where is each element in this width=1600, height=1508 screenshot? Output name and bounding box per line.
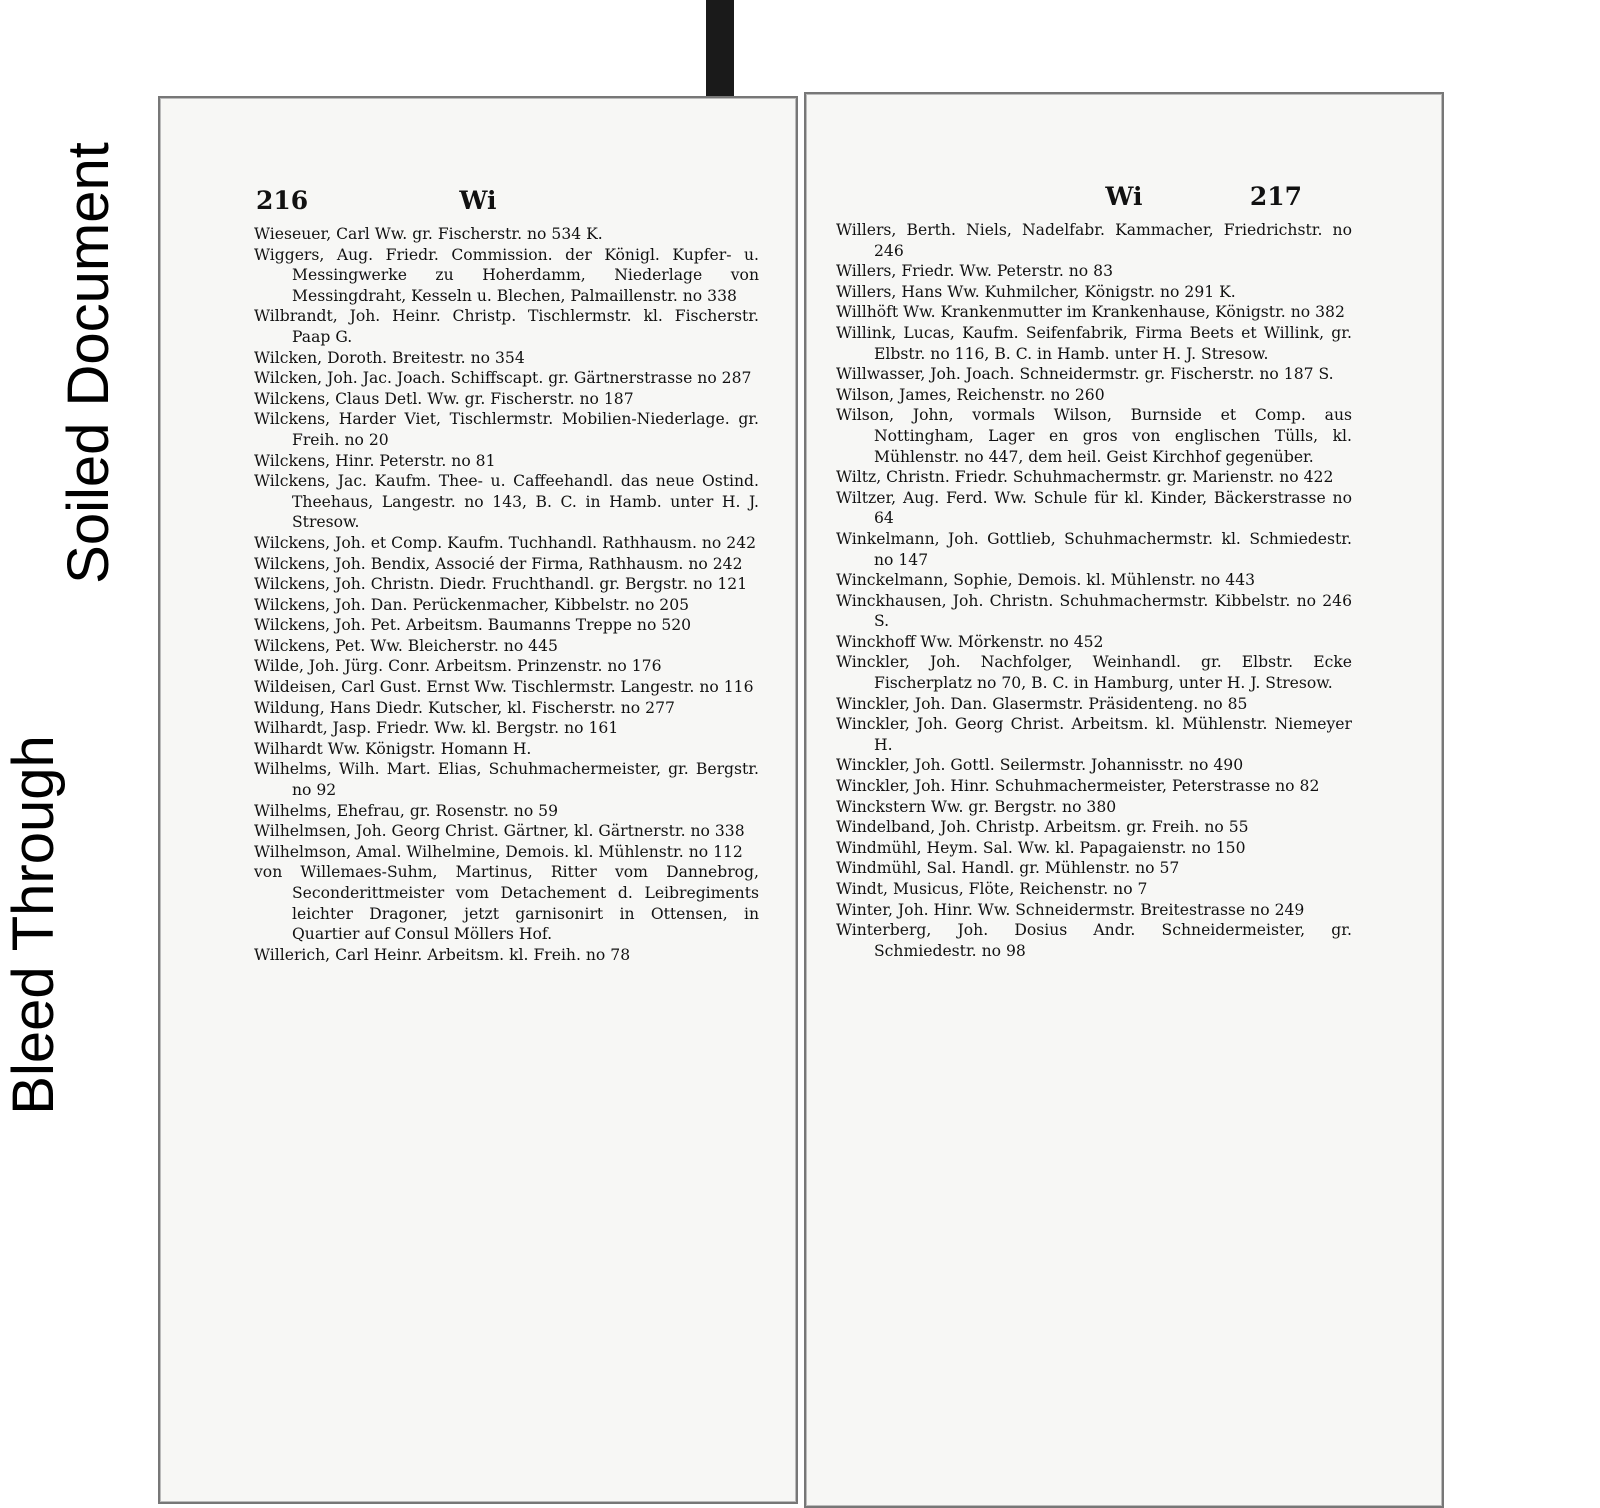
directory-entry: Winckler, Joh. Gottl. Seilermstr. Johannisstr. no 490	[836, 756, 1244, 775]
directory-entry: Windmühl, Heym. Sal. Ww. kl. Papagaienstr. no 150	[836, 838, 1246, 857]
binding-strip-top	[706, 0, 734, 104]
right-page-letter: Wi	[1105, 182, 1143, 211]
soiled-document-label: Soiled Document	[60, 128, 130, 598]
directory-entry: Wilhelms, Wilh. Mart. Elias, Schuhmachermeister, gr. Bergstr. no 92	[254, 760, 759, 800]
directory-entry: Wilde, Joh. Jürg. Conr. Arbeitsm. Prinzenstr. no 176	[254, 657, 662, 676]
right-page	[804, 92, 1444, 1508]
directory-entry: Wilhardt, Jasp. Friedr. Ww. kl. Bergstr. no 161	[254, 719, 619, 738]
directory-entry: Wilson, John, vormals Wilson, Burnside et Comp. aus Nottingham, Lager en gros von englischen Tülls, kl. Mühlenstr. no 447, dem heil. Geist Kirchhof gegenüber.	[836, 406, 1352, 466]
left-page-number: 216	[256, 186, 309, 215]
directory-entry: Wilson, James, Reichenstr. no 260	[836, 385, 1105, 404]
directory-entry: Willers, Berth. Niels, Nadelfabr. Kammacher, Friedrichstr. no 246	[836, 221, 1352, 260]
directory-entry: Wiltz, Christn. Friedr. Schuhmachermstr. gr. Marienstr. no 422	[836, 468, 1334, 487]
directory-entry: Winckler, Joh. Hinr. Schuhmachermeister, Peterstrasse no 82	[836, 777, 1320, 796]
directory-entry: Wilckens, Pet. Ww. Bleicherstr. no 445	[254, 636, 558, 655]
directory-entry: Winckhoff Ww. Mörkenstr. no 452	[836, 632, 1104, 651]
directory-entry: Wiggers, Aug. Friedr. Commission. der Königl. Kupfer- u. Messingwerke zu Hoherdamm, Niederlage von Messingdraht, Kesseln u. Blechen, Palmaillenstr. no 338	[254, 245, 759, 305]
directory-entry: Winckelmann, Sophie, Demois. kl. Mühlenstr. no 443	[836, 571, 1256, 590]
directory-entry: Wilhelmsen, Joh. Georg Christ. Gärtner, kl. Gärtnerstr. no 338	[254, 822, 745, 841]
directory-entry: Wilcken, Doroth. Breitestr. no 354	[254, 348, 525, 367]
directory-entry: Wilckens, Joh. Christn. Diedr. Fruchthandl. gr. Bergstr. no 121	[254, 575, 748, 594]
directory-entry: Wilckens, Joh. et Comp. Kaufm. Tuchhandl. Rathhausm. no 242	[254, 533, 757, 552]
right-page-header	[806, 182, 1442, 218]
directory-entry: Wildung, Hans Diedr. Kutscher, kl. Fischerstr. no 277	[254, 698, 675, 717]
directory-entry: Wilckens, Jac. Kaufm. Thee- u. Caffeehandl. das neue Ostind. Theehaus, Langestr. no 143, B. C. in Hamb. unter H. J. Stresow.	[254, 472, 759, 532]
directory-entry: Wilckens, Joh. Pet. Arbeitsm. Baumanns Treppe no 520	[254, 616, 692, 635]
directory-entry: Winckler, Joh. Dan. Glasermstr. Präsidenteng. no 85	[836, 694, 1248, 713]
right-entry-list	[836, 220, 1352, 961]
directory-entry: Wilbrandt, Joh. Heinr. Christp. Tischlermstr. kl. Fischerstr. Paap G.	[254, 307, 759, 346]
directory-entry: Wilhelms, Ehefrau, gr. Rosenstr. no 59	[254, 801, 559, 820]
left-entry-list	[254, 224, 759, 965]
directory-entry: Winckler, Joh. Georg Christ. Arbeitsm. kl. Mühlenstr. Niemeyer H.	[836, 715, 1352, 754]
directory-entry: Willers, Hans Ww. Kuhmilcher, Königstr. no 291 K.	[836, 282, 1236, 301]
directory-entry: Wilckens, Joh. Dan. Perückenmacher, Kibbelstr. no 205	[254, 595, 690, 614]
directory-entry: Wilckens, Harder Viet, Tischlermstr. Mobilien-Niederlage. gr. Freih. no 20	[254, 410, 759, 449]
directory-entry: Winckler, Joh. Nachfolger, Weinhandl. gr. Elbstr. Ecke Fischerplatz no 70, B. C. in Hamburg, unter H. J. Stresow.	[836, 653, 1352, 693]
directory-entry: Wildeisen, Carl Gust. Ernst Ww. Tischlermstr. Langestr. no 116	[254, 678, 754, 697]
directory-entry: Windmühl, Sal. Handl. gr. Mühlenstr. no 57	[836, 859, 1180, 878]
directory-entry: Wilckens, Joh. Bendix, Associé der Firma, Rathhausm. no 242	[254, 554, 743, 573]
directory-entry: Wiltzer, Aug. Ferd. Ww. Schule für kl. Kinder, Bäckerstrasse no 64	[836, 488, 1352, 528]
directory-entry: Willwasser, Joh. Joach. Schneidermstr. gr. Fischerstr. no 187 S.	[836, 365, 1334, 384]
directory-entry: Wilckens, Hinr. Peterstr. no 81	[254, 451, 496, 470]
right-page-number: 217	[1249, 182, 1302, 211]
directory-entry: Windelband, Joh. Christp. Arbeitsm. gr. Freih. no 55	[836, 818, 1249, 837]
left-page-letter: Wi	[459, 186, 497, 215]
left-page	[158, 96, 798, 1504]
directory-entry: Willhöft Ww. Krankenmutter im Krankenhause, Königstr. no 382	[836, 303, 1345, 322]
directory-entry: Wilcken, Joh. Jac. Joach. Schiffscapt. gr. Gärtnerstrasse no 287	[254, 369, 752, 388]
directory-entry: Winkelmann, Joh. Gottlieb, Schuhmachermstr. kl. Schmiedestr. no 147	[836, 529, 1352, 569]
directory-entry: Winckstern Ww. gr. Bergstr. no 380	[836, 797, 1117, 816]
directory-entry: Willink, Lucas, Kaufm. Seifenfabrik, Firma Beets et Willink, gr. Elbstr. no 116, B. C. in Hamb. unter H. J. Stresow.	[836, 323, 1352, 363]
directory-entry: Wilhelmson, Amal. Wilhelmine, Demois. kl. Mühlenstr. no 112	[254, 842, 743, 861]
directory-entry: von Willemaes-Suhm, Martinus, Ritter vom Dannebrog, Seconderittmeister vom Detachement d. Leibregiments leichter Dragoner, jetzt garnisonirt in Ottensen, in Quartier auf Consul Möllers Hof.	[254, 863, 759, 944]
directory-entry: Willerich, Carl Heinr. Arbeitsm. kl. Freih. no 78	[254, 945, 631, 964]
directory-entry: Willers, Friedr. Ww. Peterstr. no 83	[836, 262, 1113, 281]
directory-entry: Wieseuer, Carl Ww. gr. Fischerstr. no 534 K.	[254, 225, 603, 243]
directory-entry: Winter, Joh. Hinr. Ww. Schneidermstr. Breitestrasse no 249	[836, 900, 1305, 919]
directory-entry: Wilhardt Ww. Königstr. Homann H.	[254, 739, 532, 758]
directory-entry: Wilckens, Claus Detl. Ww. gr. Fischerstr. no 187	[254, 389, 634, 408]
left-page-header	[160, 186, 796, 222]
bleed-through-label: Bleed Through	[5, 635, 75, 1215]
directory-entry: Winckhausen, Joh. Christn. Schuhmachermstr. Kibbelstr. no 246 S.	[836, 591, 1352, 631]
directory-entry: Windt, Musicus, Flöte, Reichenstr. no 7	[836, 880, 1148, 898]
directory-entry: Winterberg, Joh. Dosius Andr. Schneidermeister, gr. Schmiedestr. no 98	[836, 921, 1352, 960]
